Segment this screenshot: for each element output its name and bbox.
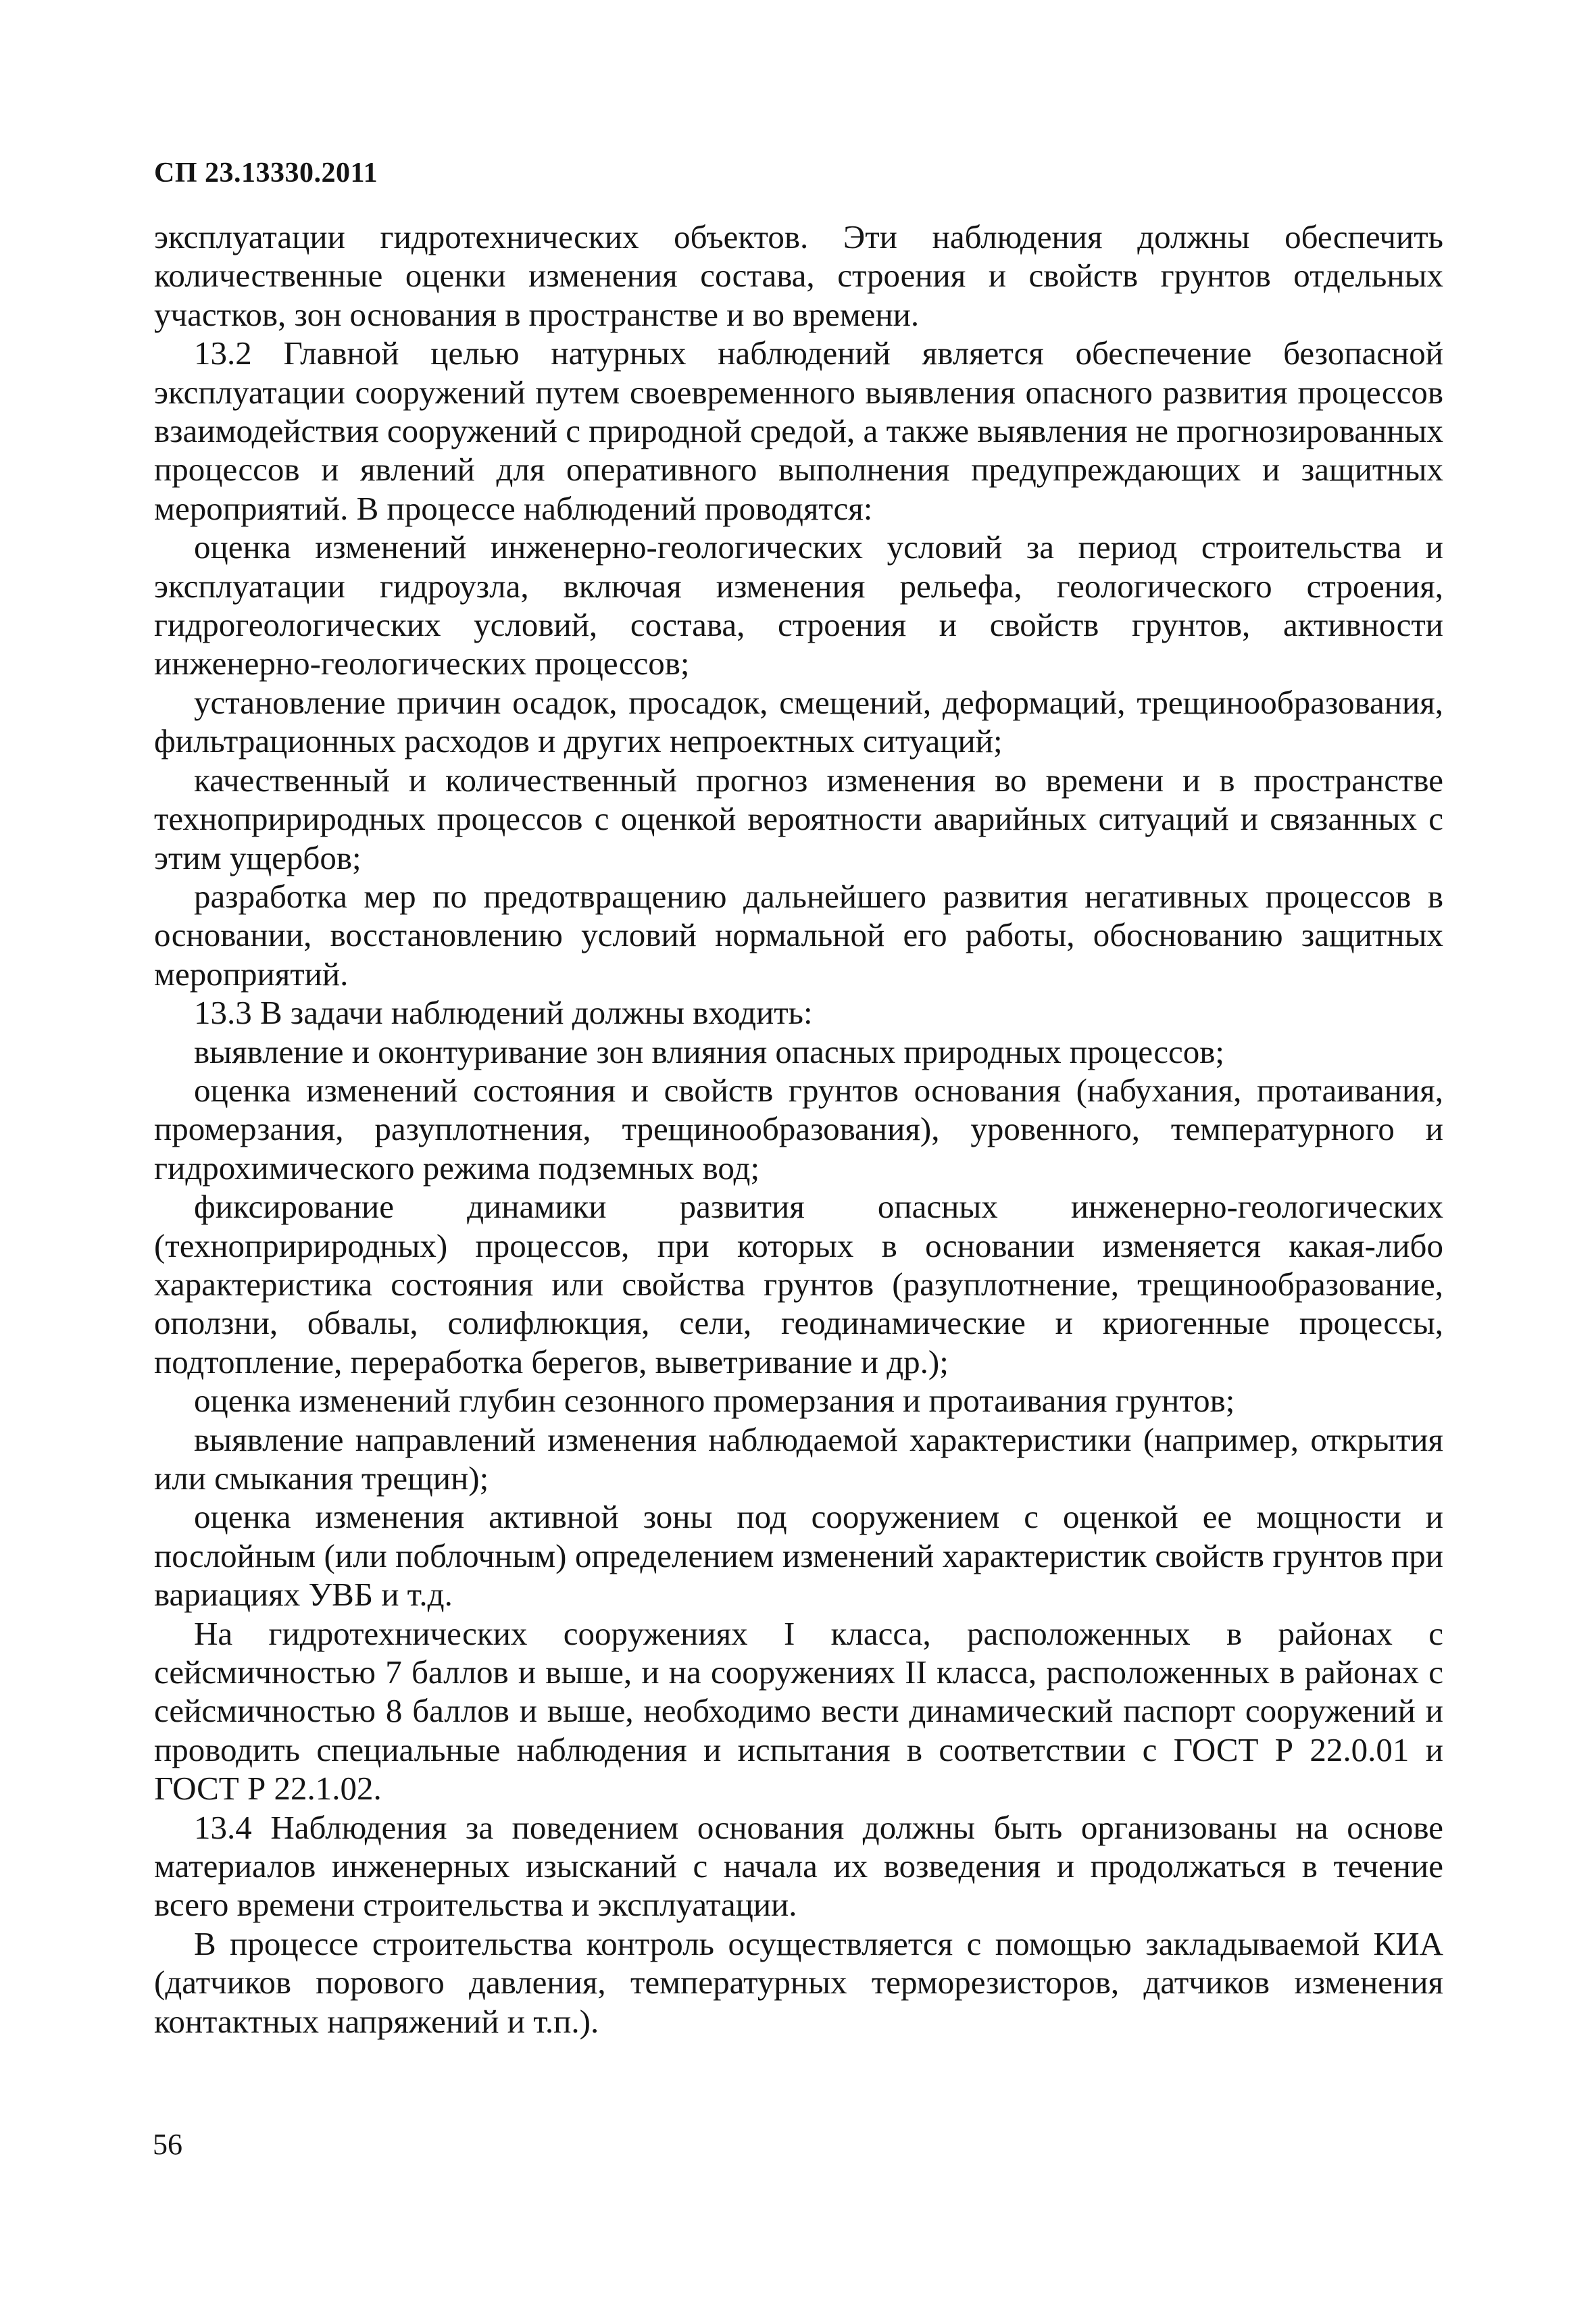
list-item-causes: установление причин осадок, просадок, смещений, деформаций, трещинообразования, фильтрационных расходов и других непроектных ситуаций; xyxy=(154,683,1443,760)
page-number: 56 xyxy=(153,2128,182,2161)
list-item-active-zone: оценка изменения активной зоны под сооружением с оценкой ее мощности и послойным (или поблочным) определением изменений характеристик свойств грунтов при вариациях УВБ и т.д. xyxy=(154,1498,1443,1614)
list-item-measures: разработка мер по предотвращению дальнейшего развития негативных процессов в основании, восстановлению условий нормальной его работы, обоснованию защитных мероприятий. xyxy=(154,877,1443,993)
list-item-dynamics: фиксирование динамики развития опасных инженерно-геологических (технопририродных) процессов, при которых в основании изменяется какая-либо характеристика состояния или свойства грунтов (разуплотнение, трещинообразование, оползни, обвалы, солифлюкция, сели, геодинамические и криогенные процессы, подтопление, переработка берегов, выветривание и др.); xyxy=(154,1188,1443,1380)
list-item-directions: выявление направлений изменения наблюдаемой характеристики (например, открытия или смыкания трещин); xyxy=(154,1420,1443,1497)
document-body xyxy=(154,218,1443,2041)
list-item-soil-state: оценка изменений состояния и свойств грунтов основания (набухания, протаивания, промерзания, разуплотнения, трещинообразования), уровенного, температурного и гидрохимического режима подземных вод; xyxy=(154,1071,1443,1187)
document-header: СП 23.13330.2011 xyxy=(154,157,378,189)
paragraph-13-3: 13.3 В задачи наблюдений должны входить: xyxy=(194,994,813,1032)
paragraph-construction-control: В процессе строительства контроль осуществляется с помощью закладываемой КИА (датчиков порового давления, температурных терморезисторов, датчиков изменения контактных напряжений и т.п.). xyxy=(154,1924,1443,2040)
paragraph-13-4: 13.4 Наблюдения за поведением основания должны быть организованы на основе материалов инженерных изысканий с начала их возведения и продолжаться в течение всего времени строительства и эксплуатации. xyxy=(154,1808,1443,1924)
paragraph-seismic: На гидротехнических сооружениях I класса, расположенных в районах с сейсмичностью 7 баллов и выше, и на сооружениях II класса, расположенных в районах с сейсмичностью 8 баллов и выше, необходимо вести динамический паспорт сооружений и проводить специальные наблюдения и испытания в соответствии с ГОСТ Р 22.0.01 и ГОСТ Р 22.1.02. xyxy=(154,1614,1443,1808)
paragraph-continuation: эксплуатации гидротехнических объектов. Эти наблюдения должны обеспечить количественные оценки изменения состава, строения и свойств грунтов отдельных участков, зон основания в пространстве и во времени. xyxy=(154,218,1443,333)
list-item-forecast: качественный и количественный прогноз изменения во времени и в пространстве технопририродных процессов с оценкой вероятности аварийных ситуаций и связанных с этим ущербов; xyxy=(154,761,1443,876)
paragraph-13-2: 13.2 Главной целью натурных наблюдений является обеспечение безопасной эксплуатации сооружений путем своевременного выявления опасного развития процессов взаимодействия сооружений с природной средой, а также выявления не прогнозированных процессов и явлений для оперативного выполнения предупреждающих и защитных мероприятий. В процессе наблюдений проводятся: xyxy=(154,334,1443,527)
list-item-freezing-depth: оценка изменений глубин сезонного промерзания и протаивания грунтов; xyxy=(194,1382,1235,1420)
list-item-geology-assessment: оценка изменений инженерно-геологических условий за период строительства и эксплуатации гидроузла, включая изменения рельефа, геологического строения, гидрогеологических условий, состава, строения и свойств грунтов, активности инженерно-геологических процессов; xyxy=(154,528,1443,682)
list-item-hazard-zones: выявление и оконтуривание зон влияния опасных природных процессов; xyxy=(194,1032,1225,1070)
